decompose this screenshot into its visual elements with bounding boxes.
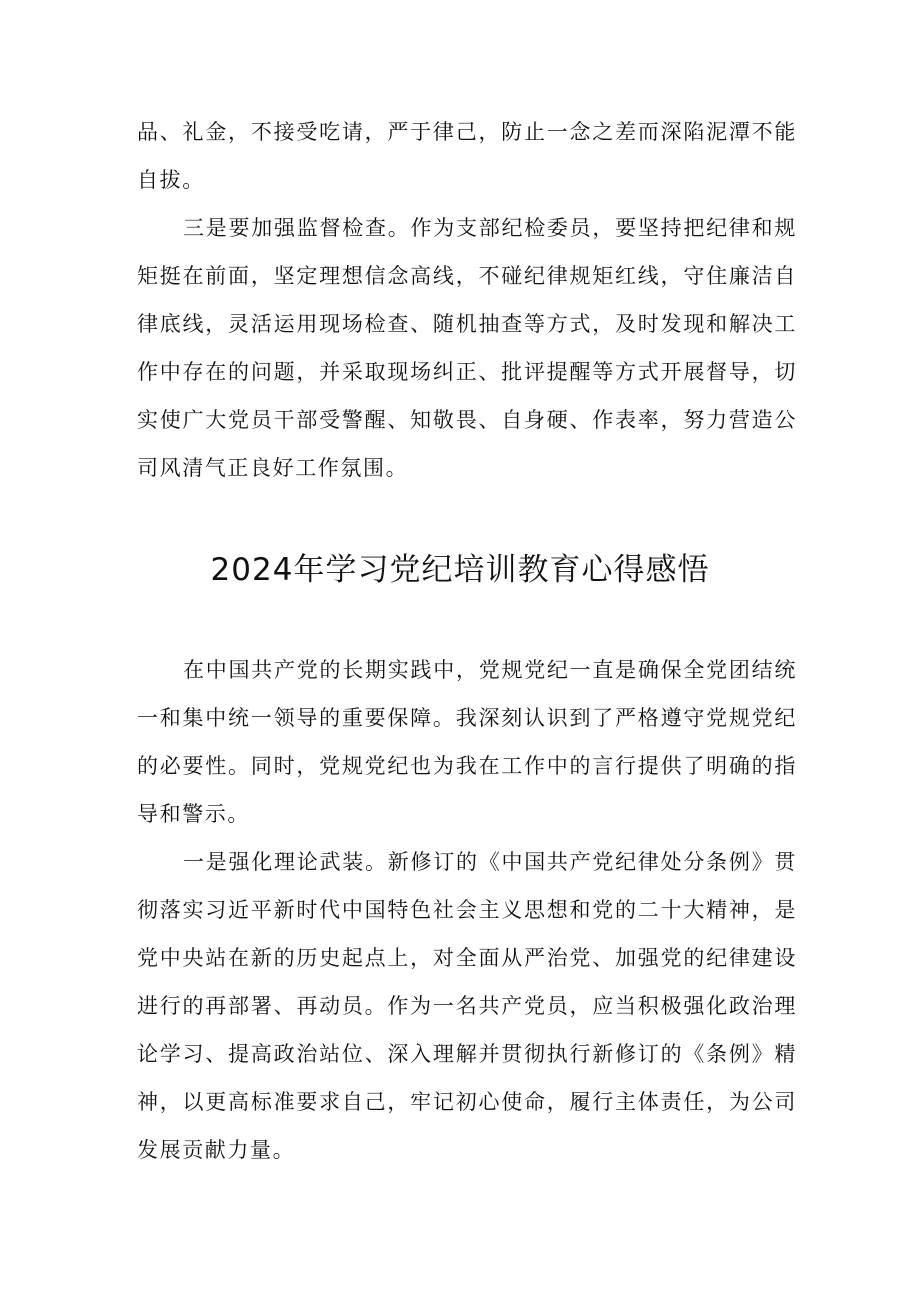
paragraph-one: 一是强化理论武装。新修订的《中国共产党纪律处分条例》贯彻落实习近平新时代中国特色社会主义思想和党的二十大精神，是党中央站在新的历史起点上，对全面从严治党、加强党的纪律建设进行的再部署、再动员。作为一名共产党员，应当积极强化政治理论学习、提高政治站位、深入理解并贯彻执行新修订的《条例》精神，以更高标准要求自己，牢记初心使命，履行主体责任，为公司发展贡献力量。 — [137, 850, 797, 1162]
continued-paragraph: 品、礼金，不接受吃请，严于律己，防止一念之差而深陷泥潭不能自拔。 — [137, 120, 797, 192]
paragraph-three: 三是要加强监督检查。作为支部纪检委员，要坚持把纪律和规矩挺在前面，坚定理想信念高线，不碰纪律规矩红线，守住廉洁自律底线，灵活运用现场检查、随机抽查等方式，及时发现和解决工作中存在的问题，并采取现场纠正、批评提醒等方式开展督导，切实使广大党员干部受警醒、知敬畏、自身硬、作表率，努力营造公司风清气正良好工作氛围。 — [137, 216, 797, 480]
page-title: 2024年学习党纪培训教育心得感悟 — [210, 552, 710, 588]
intro-paragraph: 在中国共产党的长期实践中，党规党纪一直是确保全党团结统一和集中统一领导的重要保障。我深刻认识到了严格遵守党规党纪的必要性。同时，党规党纪也为我在工作中的言行提供了明确的指导和警示。 — [137, 658, 797, 826]
